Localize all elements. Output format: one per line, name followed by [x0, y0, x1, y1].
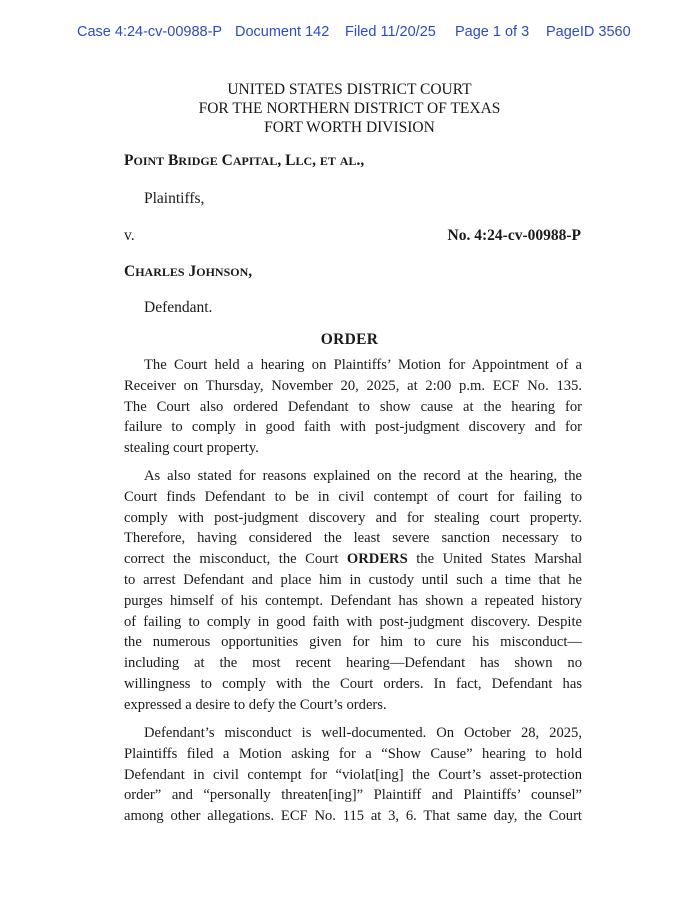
text-line: to arrest Defendant and place him in custody until such a time that he — [124, 571, 582, 588]
text-run: correct the misconduct, the Court — [124, 551, 347, 568]
court-heading — [0, 80, 699, 137]
text-line: Defendant’s misconduct is well-documented. On October 28, 2025, — [144, 725, 582, 741]
text-line: willingness to comply with the Court orders. In fact, Defendant has — [124, 675, 582, 692]
header-case-number: Case 4:24-cv-00988-P — [77, 24, 223, 40]
text-line: among other allegations. ECF No. 115 at 3, 6. That same day, the Court — [124, 808, 582, 825]
plaintiff-name — [124, 152, 364, 170]
text-line: The Court held a hearing on Plaintiffs’ Motion for Appointment of a — [144, 357, 582, 373]
header-page-id: PageID 3560 — [546, 24, 631, 40]
header-filed-date: Filed 11/20/25 — [345, 24, 436, 40]
versus: v. — [124, 227, 135, 244]
paragraph-1 — [124, 355, 582, 459]
plaintiff-role: Plaintiffs, — [144, 190, 205, 207]
text-line: Court finds Defendant to be in civil contempt of court for failing to — [124, 488, 582, 505]
text-line — [124, 549, 582, 570]
orders-emphasis: ORDERS — [346, 551, 408, 568]
order-title: ORDER — [320, 331, 379, 348]
text-line: stealing court property. — [124, 440, 259, 457]
text-line: of failing to comply in good faith with post-judgment discovery. Despite — [124, 613, 582, 630]
text-line: As also stated for reasons explained on the record at the hearing, the — [144, 468, 582, 484]
text-line: failure to comply in good faith with post-judgment discovery and for — [124, 419, 582, 436]
defendant-name — [124, 263, 252, 281]
case-number: No. 4:24-cv-00988-P — [447, 227, 581, 244]
text-line: purges himself of his contempt. Defendant has shown a repeated history — [124, 592, 582, 609]
court-line-2: FOR THE NORTHERN DISTRICT OF TEXAS — [198, 100, 501, 117]
text-line: comply with post-judgment discovery and for stealing court property. — [124, 509, 582, 526]
text-line: The Court also ordered Defendant to show cause at the hearing for — [124, 398, 582, 415]
paragraph-2 — [124, 466, 582, 716]
text-line: order” and “personally threaten[ing]” Plaintiff and Plaintiffs’ counsel” — [124, 787, 582, 804]
header-page: Page 1 of 3 — [455, 24, 530, 40]
text-line: Plaintiffs filed a Motion asking for a “Show Cause” hearing to hold — [124, 745, 582, 762]
court-line-1: UNITED STATES DISTRICT COURT — [227, 81, 472, 98]
defendant-role: Defendant. — [144, 299, 213, 316]
plaintiff-suffix: ET AL., — [319, 152, 365, 169]
plaintiff-main: POINT BRIDGE CAPITAL, LLC, — [124, 152, 320, 169]
text-line: the numerous opportunities given for him to cure his misconduct— — [124, 634, 582, 651]
text-line: Receiver on Thursday, November 20, 2025, at 2:00 p.m. ECF No. 135. — [124, 377, 582, 394]
text-line: expressed a desire to defy the Court’s orders. — [124, 696, 387, 713]
header-document: Document 142 — [235, 24, 330, 40]
text-run: the United States Marshal — [407, 551, 582, 568]
defendant-text: CHARLES JOHNSON, — [124, 263, 253, 280]
text-line: Therefore, having considered the least severe sanction necessary to — [124, 530, 582, 547]
paragraph-3 — [124, 723, 582, 827]
text-line: including at the most recent hearing—Defendant has shown no — [124, 655, 582, 672]
court-line-3: FORT WORTH DIVISION — [264, 119, 435, 136]
text-line: Defendant in civil contempt for “violat[ing] the Court’s asset-protection — [124, 766, 582, 783]
